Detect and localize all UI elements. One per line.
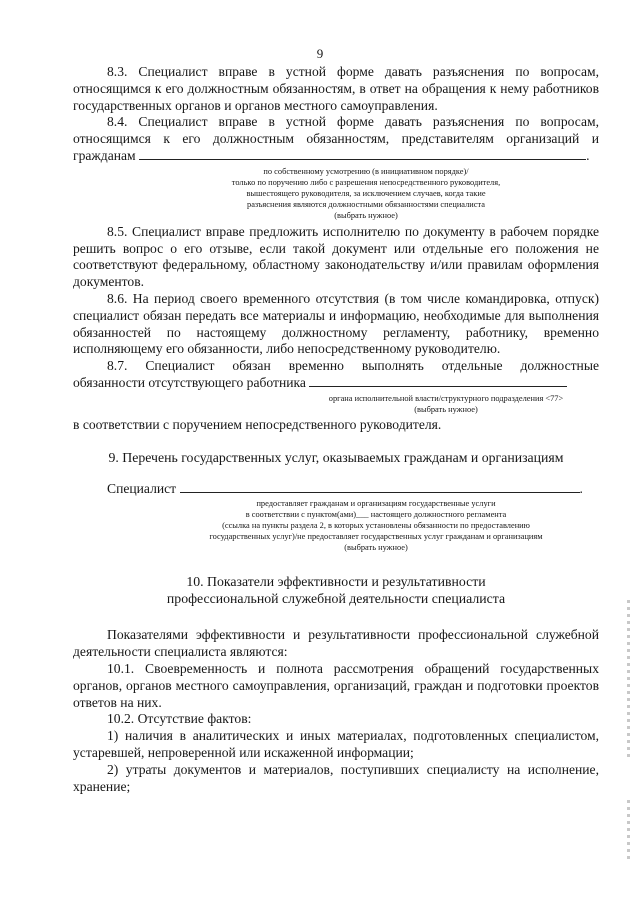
footnote-line: в соответствии с пунктом(ами)___ настоящего должностного регламента — [245, 510, 507, 520]
footnote-line: органа исполнительной власти/структурного подразделения <77> — [328, 393, 564, 403]
scan-margin-mark — [627, 800, 630, 860]
clause-10-2-item-1: 1) наличия в аналитических и иных материалах, подготовленных специалистом, устаревшей, непроверенной или искаженной информации; — [73, 728, 599, 760]
clause-8-4-end: . — [586, 147, 590, 163]
clause-10-2-item-2: 2) утраты документов и материалов, поступивших специалисту на исполнение, хранение; — [73, 761, 599, 794]
fill-in-blank-8-4 — [139, 148, 586, 160]
fill-in-blank-8-7 — [309, 375, 567, 387]
footnote-line: вышестоящего руководителя, за исключением случаев, когда такие — [246, 188, 486, 198]
footnote-line: государственных услуг)/не предоставляет государственных услуг гражданам и организациям — [209, 532, 543, 542]
clause-9 — [73, 481, 599, 498]
scan-margin-mark — [627, 600, 630, 760]
clause-8-7-tail-text: обязанности отсутствующего работника — [73, 374, 306, 390]
section-10-heading-line: 10. Показатели эффективности и результативности — [186, 574, 486, 590]
clause-8-5: 8.5. Специалист вправе предложить исполнителю по документу в рабочем порядке решить вопрос о его отзыве, если такой документ или отдельные его положения не соответствуют федеральному, областному законодательству и/или правилам оформления документов. — [73, 223, 599, 290]
section-10-heading — [73, 573, 599, 607]
clause-10-intro: Показателями эффективности и результативности профессиональной служебной деятельности специалиста являются: — [73, 627, 599, 660]
footnote-line: (выбрать нужное) — [414, 404, 478, 414]
clause-8-4-tail — [73, 148, 599, 165]
clause-8-7-end: в соответствии с поручением непосредственного руководителя. — [73, 416, 442, 432]
footnote-line: (выбрать нужное) — [334, 210, 398, 220]
footnote-8-7 — [293, 393, 599, 415]
footnote-line: (ссылка на пункты раздела 2, в которых установлены обязанности по предоставлению — [222, 521, 530, 531]
clause-8-4: 8.4. Специалист вправе в устной форме давать разъяснения по вопросам, относящимся к его должностным обязанностям, представителям организаций и — [73, 114, 599, 147]
clause-8-4-tail-text: гражданам — [73, 147, 136, 163]
clause-10-2: 10.2. Отсутствие фактов: — [107, 711, 252, 727]
clause-8-6: 8.6. На период своего временного отсутствия (в том числе командировка, отпуск) специалист обязан передать все материалы и информацию, необходимые для выполнения обязанностей по настоящему должностному регламенту, работнику, временно исполняющему его обязанности, либо непосредственному руководителю. — [73, 290, 599, 357]
footnote-8-4 — [133, 166, 599, 221]
clause-8-7-tail — [73, 375, 599, 392]
fill-in-blank-9 — [180, 481, 580, 493]
footnote-line: только по поручению либо с разрешения непосредственного руководителя, — [231, 177, 501, 187]
clause-8-7: 8.7. Специалист обязан временно выполнять отдельные должностные — [107, 358, 599, 374]
section-10-heading-line: профессиональной служебной деятельности специалиста — [166, 591, 506, 607]
footnote-line: по собственному усмотрению (в инициативном порядке)/ — [263, 166, 469, 176]
document-body — [73, 64, 599, 795]
clause-10-1: 10.1. Своевременность и полнота рассмотрения обращений государственных органов, органов местного самоуправления, организаций, граждан и подготовки проектов ответов на них. — [73, 660, 599, 710]
section-9-heading: 9. Перечень государственных услуг, оказываемых гражданам и организациям — [108, 449, 564, 465]
clause-9-end: . — [579, 480, 583, 496]
footnote-line: предоставляет гражданам и организациям государственные услуги — [256, 499, 496, 509]
clause-8-3: 8.3. Специалист вправе в устной форме давать разъяснения по вопросам, относящимся к его должностным обязанностям, в ответ на обращения к нему работников государственных органов и органов местного самоуправления. — [73, 64, 599, 113]
footnote-9 — [153, 498, 599, 553]
footnote-line: разъяснения являются должностными обязанностями специалиста — [247, 199, 485, 209]
footnote-line: (выбрать нужное) — [344, 543, 408, 553]
page-number: 9 — [316, 46, 324, 61]
clause-9-label: Специалист — [107, 480, 177, 496]
